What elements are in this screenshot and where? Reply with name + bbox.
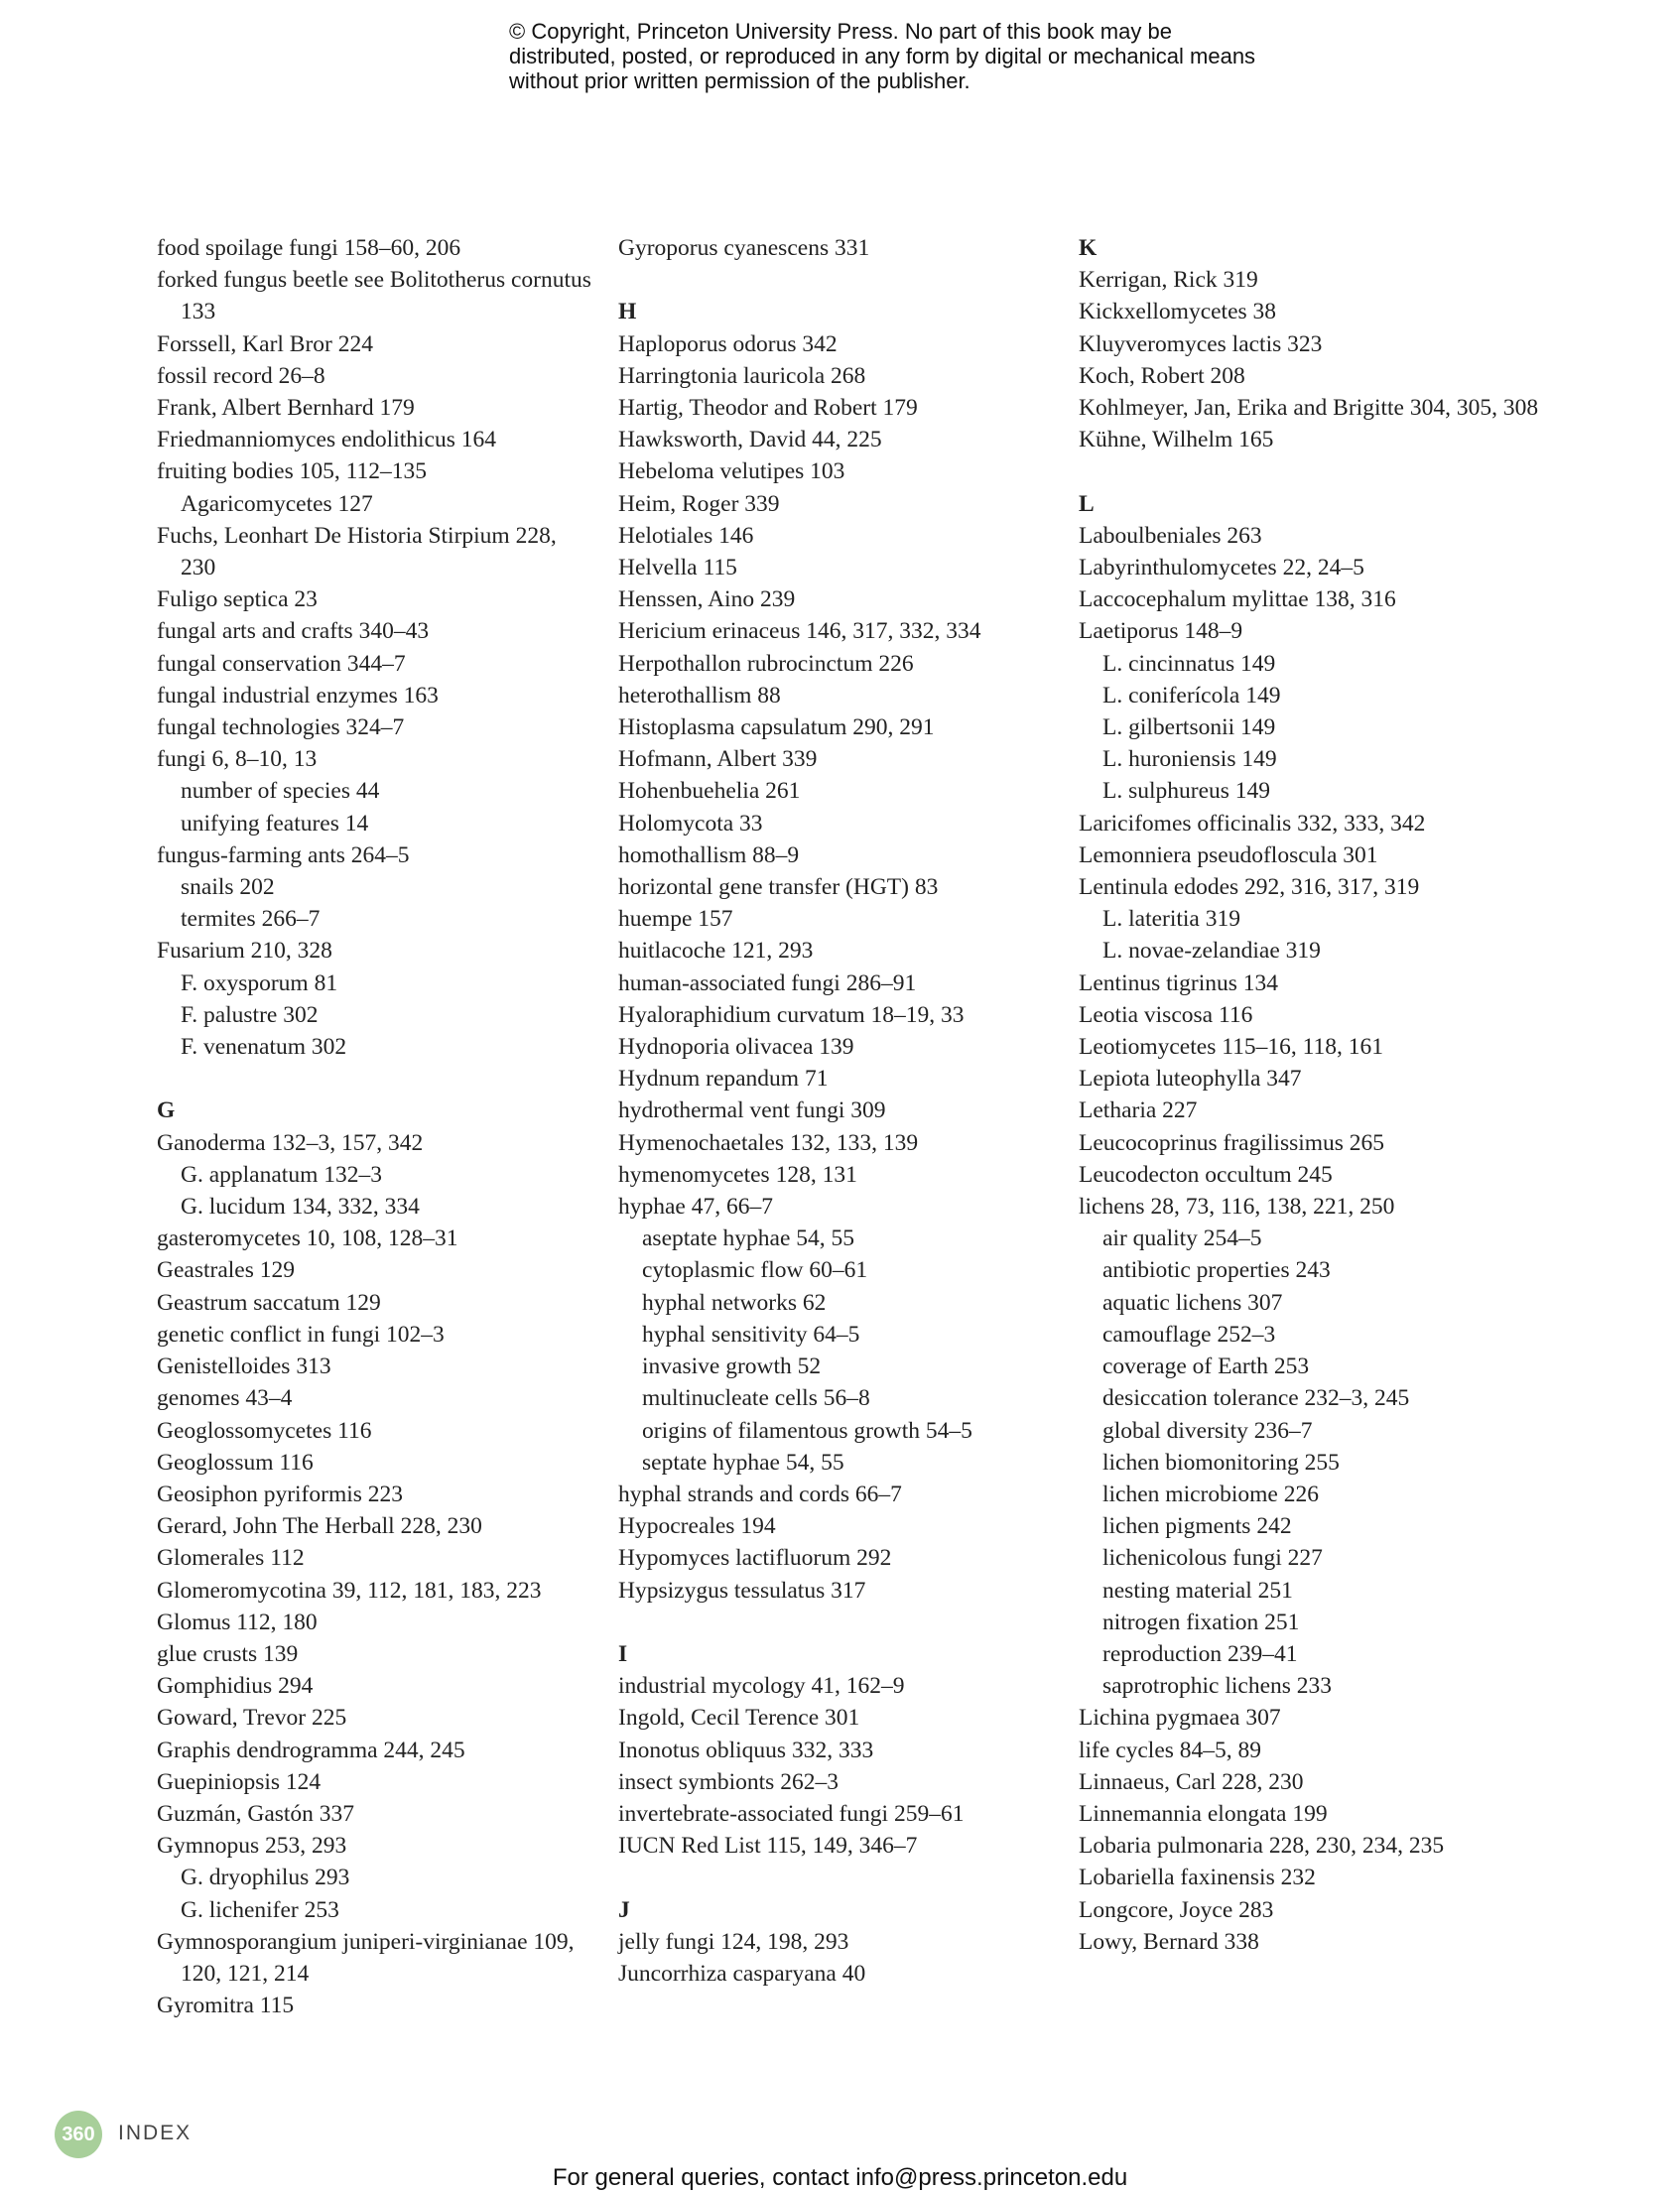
index-entry: fungi 6, 8–10, 13 bbox=[157, 746, 318, 773]
index-entry: Fusarium 210, 328 bbox=[157, 938, 332, 965]
index-entry: Hawksworth, David 44, 225 bbox=[618, 427, 882, 453]
index-entry: hydrothermal vent fungi 309 bbox=[618, 1097, 886, 1124]
index-entry: hymenomycetes 128, 131 bbox=[618, 1161, 857, 1188]
index-entry: lichens 28, 73, 116, 138, 221, 250 bbox=[1079, 1194, 1395, 1221]
index-subentry: global diversity 236–7 bbox=[1102, 1417, 1313, 1444]
index-entry: Holomycota 33 bbox=[618, 810, 763, 837]
index-subentry: saprotrophic lichens 233 bbox=[1102, 1673, 1333, 1700]
index-entry: Letharia 227 bbox=[1079, 1097, 1198, 1124]
index-entry: Hyaloraphidium curvatum 18–19, 33 bbox=[618, 1001, 965, 1028]
index-entry: Longcore, Joyce 283 bbox=[1079, 1896, 1274, 1923]
index-entry: Glomerales 112 bbox=[157, 1545, 305, 1572]
index-entry: Ganoderma 132–3, 157, 342 bbox=[157, 1129, 424, 1156]
index-entry: fungus-farming ants 264–5 bbox=[157, 841, 410, 868]
index-entry: Gomphidius 294 bbox=[157, 1673, 314, 1700]
index-entry: fruiting bodies 105, 112–135 bbox=[157, 458, 427, 485]
index-entry: Hofmann, Albert 339 bbox=[618, 746, 818, 773]
index-entry: Histoplasma capsulatum 290, 291 bbox=[618, 714, 935, 741]
index-entry: Kohlmeyer, Jan, Erika and Brigitte 304, 305, 308 bbox=[1079, 395, 1539, 422]
index-entry: gasteromycetes 10, 108, 128–31 bbox=[157, 1225, 458, 1252]
index-entry: human-associated fungi 286–91 bbox=[618, 969, 917, 996]
index-subentry: F. venenatum 302 bbox=[181, 1034, 347, 1061]
index-entry: Graphis dendrogramma 244, 245 bbox=[157, 1737, 465, 1763]
section-letter-g: G bbox=[157, 1097, 176, 1124]
index-subentry: desiccation tolerance 232–3, 245 bbox=[1102, 1385, 1410, 1412]
index-entry: forked fungus beetle see Bolitotherus cornutus 133 bbox=[157, 267, 591, 325]
index-entry: Lentinula edodes 292, 316, 317, 319 bbox=[1079, 874, 1420, 901]
index-subentry: lichen pigments 242 bbox=[1102, 1513, 1292, 1540]
index-entry: Leucocoprinus fragilissimus 265 bbox=[1079, 1129, 1385, 1156]
index-entry: genetic conflict in fungi 102–3 bbox=[157, 1321, 445, 1348]
index-subentry: lichenicolous fungi 227 bbox=[1102, 1545, 1323, 1572]
index-entry: Lentinus tigrinus 134 bbox=[1079, 969, 1279, 996]
section-letter-l: L bbox=[1079, 490, 1095, 517]
index-entry: Fuligo septica 23 bbox=[157, 586, 318, 613]
index-entry: Kluyveromyces lactis 323 bbox=[1079, 330, 1323, 357]
index-entry: jelly fungi 124, 198, 293 bbox=[618, 1928, 849, 1955]
section-letter-j: J bbox=[618, 1896, 630, 1923]
index-subentry: coverage of Earth 253 bbox=[1102, 1354, 1310, 1380]
page-number: 360 bbox=[55, 2111, 102, 2158]
index-entry: glue crusts 139 bbox=[157, 1640, 299, 1667]
index-entry: Lemonniera pseudofloscula 301 bbox=[1079, 841, 1378, 868]
index-entry: Helvella 115 bbox=[618, 555, 737, 581]
index-entry: Leotiomycetes 115–16, 118, 161 bbox=[1079, 1034, 1383, 1061]
index-entry: Geoglossomycetes 116 bbox=[157, 1417, 372, 1444]
index-entry: horizontal gene transfer (HGT) 83 bbox=[618, 874, 939, 901]
index-subentry: invasive growth 52 bbox=[642, 1354, 822, 1380]
index-entry: Gyromitra 115 bbox=[157, 1993, 295, 2019]
index-entry: Hypocreales 194 bbox=[618, 1513, 776, 1540]
index-entry: huempe 157 bbox=[618, 906, 733, 933]
index-entry: fungal conservation 344–7 bbox=[157, 650, 406, 677]
index-subentry: L. novae-zelandiae 319 bbox=[1102, 938, 1321, 965]
index-subentry: origins of filamentous growth 54–5 bbox=[642, 1417, 972, 1444]
index-subentry: nesting material 251 bbox=[1102, 1577, 1293, 1604]
index-entry: IUCN Red List 115, 149, 346–7 bbox=[618, 1833, 918, 1860]
index-subentry: L. cincinnatus 149 bbox=[1102, 650, 1276, 677]
index-entry: Kickxellomycetes 38 bbox=[1079, 299, 1277, 325]
index-subentry: F. oxysporum 81 bbox=[181, 969, 338, 996]
index-subentry: multinucleate cells 56–8 bbox=[642, 1385, 870, 1412]
index-subentry: F. palustre 302 bbox=[181, 1001, 319, 1028]
index-entry: Fuchs, Leonhart De Historia Stirpium 228, 230 bbox=[157, 522, 557, 581]
index-subentry: hyphal sensitivity 64–5 bbox=[642, 1321, 860, 1348]
index-column-2 bbox=[618, 232, 1060, 1990]
index-entry: Genistelloides 313 bbox=[157, 1354, 331, 1380]
index-entry: Haploporus odorus 342 bbox=[618, 330, 838, 357]
index-subentry: antibiotic properties 243 bbox=[1102, 1257, 1331, 1284]
index-entry: Hartig, Theodor and Robert 179 bbox=[618, 395, 918, 421]
index-subentry: G. lichenifer 253 bbox=[181, 1896, 339, 1923]
section-label: INDEX bbox=[118, 2122, 193, 2144]
index-entry: Helotiales 146 bbox=[618, 522, 754, 549]
index-entry: Gyroporus cyanescens 331 bbox=[618, 235, 870, 261]
index-subentry: unifying features 14 bbox=[181, 810, 369, 837]
index-subentry: lichen biomonitoring 255 bbox=[1102, 1449, 1340, 1476]
index-subentry: nitrogen fixation 251 bbox=[1102, 1609, 1300, 1635]
index-entry: Guepiniopsis 124 bbox=[157, 1768, 322, 1795]
index-entry: Frank, Albert Bernhard 179 bbox=[157, 395, 415, 422]
index-entry: Laetiporus 148–9 bbox=[1079, 618, 1243, 645]
index-entry: Ingold, Cecil Terence 301 bbox=[618, 1705, 860, 1732]
index-entry: Linnaeus, Carl 228, 230 bbox=[1079, 1768, 1304, 1795]
index-subentry: cytoplasmic flow 60–61 bbox=[642, 1257, 868, 1284]
index-subentry: Agaricomycetes 127 bbox=[181, 490, 373, 517]
index-entry: Hohenbuehelia 261 bbox=[618, 778, 801, 805]
contact-footer: For general queries, contact info@press.princeton.edu bbox=[552, 2164, 1128, 2191]
index-entry: Laboulbeniales 263 bbox=[1079, 522, 1262, 549]
index-entry: food spoilage fungi 158–60, 206 bbox=[157, 235, 461, 261]
index-entry: Inonotus obliquus 332, 333 bbox=[618, 1737, 874, 1763]
index-entry: genomes 43–4 bbox=[157, 1385, 293, 1412]
index-entry: fossil record 26–8 bbox=[157, 362, 325, 389]
index-subentry: aquatic lichens 307 bbox=[1102, 1289, 1283, 1316]
index-subentry: reproduction 239–41 bbox=[1102, 1640, 1298, 1667]
index-subentry: L. lateritia 319 bbox=[1102, 906, 1240, 933]
index-entry: Hypomyces lactifluorum 292 bbox=[618, 1545, 892, 1572]
index-subentry: termites 266–7 bbox=[181, 906, 321, 933]
index-entry: Linnemannia elongata 199 bbox=[1079, 1800, 1328, 1827]
index-column-3 bbox=[1079, 232, 1575, 1958]
index-entry: heterothallism 88 bbox=[618, 682, 781, 709]
index-entry: Hymenochaetales 132, 133, 139 bbox=[618, 1129, 919, 1156]
index-subentry: G. dryophilus 293 bbox=[181, 1865, 350, 1891]
index-subentry: camouflage 252–3 bbox=[1102, 1321, 1276, 1348]
index-subentry: L. huroniensis 149 bbox=[1102, 746, 1277, 773]
index-entry: fungal technologies 324–7 bbox=[157, 714, 405, 741]
index-entry: Hebeloma velutipes 103 bbox=[618, 458, 845, 485]
section-letter-k: K bbox=[1079, 235, 1098, 261]
index-subentry: hyphal networks 62 bbox=[642, 1289, 827, 1316]
index-entry: Geoglossum 116 bbox=[157, 1449, 314, 1476]
index-entry: Kerrigan, Rick 319 bbox=[1079, 267, 1258, 294]
index-subentry: G. lucidum 134, 332, 334 bbox=[181, 1194, 420, 1221]
index-entry: Gymnopus 253, 293 bbox=[157, 1833, 347, 1860]
index-entry: Guzmán, Gastón 337 bbox=[157, 1800, 355, 1827]
index-subentry: number of species 44 bbox=[181, 778, 380, 805]
index-entry: Lobaria pulmonaria 228, 230, 234, 235 bbox=[1079, 1833, 1445, 1860]
index-subentry: L. coniferícola 149 bbox=[1102, 682, 1281, 709]
index-subentry: G. applanatum 132–3 bbox=[181, 1161, 382, 1188]
index-entry: hyphal strands and cords 66–7 bbox=[618, 1481, 902, 1507]
index-entry: Lepiota luteophylla 347 bbox=[1079, 1066, 1302, 1093]
index-entry: Leucodecton occultum 245 bbox=[1079, 1161, 1333, 1188]
index-subentry: air quality 254–5 bbox=[1102, 1225, 1262, 1252]
index-entry: life cycles 84–5, 89 bbox=[1079, 1737, 1262, 1763]
section-letter-h: H bbox=[618, 299, 637, 325]
index-entry: Labyrinthulomycetes 22, 24–5 bbox=[1079, 555, 1364, 581]
index-entry: Heim, Roger 339 bbox=[618, 490, 780, 517]
index-entry: hyphae 47, 66–7 bbox=[618, 1194, 773, 1221]
index-entry: Lobariella faxinensis 232 bbox=[1079, 1865, 1316, 1891]
index-subentry: L. gilbertsonii 149 bbox=[1102, 714, 1276, 741]
index-entry: huitlacoche 121, 293 bbox=[618, 938, 814, 965]
index-entry: Harringtonia lauricola 268 bbox=[618, 362, 866, 389]
index-entry: Hypsizygus tessulatus 317 bbox=[618, 1577, 866, 1604]
copyright-notice: © Copyright, Princeton University Press. No part of this book may be distributed, posted, or reproduced in any form by digital or mechanical means without prior written permission of the publisher. bbox=[509, 19, 1256, 93]
index-entry: fungal arts and crafts 340–43 bbox=[157, 618, 430, 645]
index-entry: Laricifomes officinalis 332, 333, 342 bbox=[1079, 810, 1426, 837]
index-entry: Goward, Trevor 225 bbox=[157, 1705, 347, 1732]
index-entry: Kühne, Wilhelm 165 bbox=[1079, 427, 1274, 453]
index-entry: Glomus 112, 180 bbox=[157, 1609, 318, 1635]
index-entry: Geastrales 129 bbox=[157, 1257, 295, 1284]
index-entry: Juncorrhiza casparyana 40 bbox=[618, 1960, 866, 1987]
section-letter-i: I bbox=[618, 1640, 628, 1667]
index-entry: insect symbionts 262–3 bbox=[618, 1768, 839, 1795]
index-entry: industrial mycology 41, 162–9 bbox=[618, 1673, 905, 1700]
index-entry: Hydnoporia olivacea 139 bbox=[618, 1034, 854, 1061]
index-entry: Laccocephalum mylittae 138, 316 bbox=[1079, 586, 1396, 613]
index-subentry: lichen microbiome 226 bbox=[1102, 1481, 1319, 1507]
index-entry: Geastrum saccatum 129 bbox=[157, 1289, 381, 1316]
index-entry: invertebrate-associated fungi 259–61 bbox=[618, 1800, 965, 1827]
index-subentry: septate hyphae 54, 55 bbox=[642, 1449, 844, 1476]
index-entry: Hericium erinaceus 146, 317, 332, 334 bbox=[618, 618, 981, 645]
index-entry: fungal industrial enzymes 163 bbox=[157, 682, 439, 709]
index-entry: Geosiphon pyriformis 223 bbox=[157, 1481, 404, 1507]
index-entry: Forssell, Karl Bror 224 bbox=[157, 330, 374, 357]
index-entry: Hydnum repandum 71 bbox=[618, 1066, 829, 1093]
index-entry: Glomeromycotina 39, 112, 181, 183, 223 bbox=[157, 1577, 542, 1604]
index-entry: homothallism 88–9 bbox=[618, 841, 800, 868]
index-entry: Koch, Robert 208 bbox=[1079, 362, 1245, 389]
index-entry: Gerard, John The Herball 228, 230 bbox=[157, 1513, 482, 1540]
index-subentry: aseptate hyphae 54, 55 bbox=[642, 1225, 855, 1252]
index-entry: Lowy, Bernard 338 bbox=[1079, 1928, 1259, 1955]
index-entry: Leotia viscosa 116 bbox=[1079, 1001, 1253, 1028]
index-column-1 bbox=[157, 232, 593, 2021]
index-entry: Henssen, Aino 239 bbox=[618, 586, 796, 613]
index-entry: Lichina pygmaea 307 bbox=[1079, 1705, 1281, 1732]
index-subentry: snails 202 bbox=[181, 874, 275, 901]
index-subentry: L. sulphureus 149 bbox=[1102, 778, 1271, 805]
index-entry: Friedmanniomyces endolithicus 164 bbox=[157, 427, 497, 453]
index-entry: Gymnosporangium juniperi-virginianae 109, 120, 121, 214 bbox=[157, 1928, 575, 1987]
index-entry: Herpothallon rubrocinctum 226 bbox=[618, 650, 914, 677]
